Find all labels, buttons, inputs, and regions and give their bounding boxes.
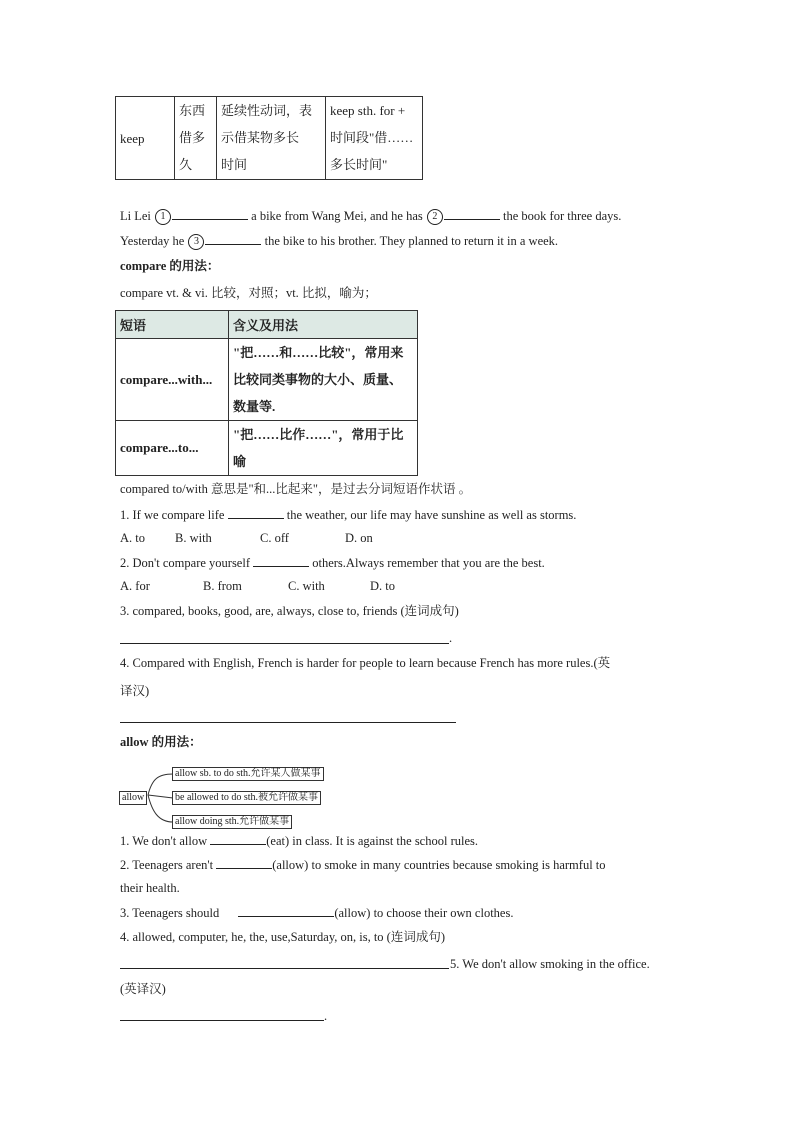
answer-line[interactable] (120, 643, 449, 644)
answer-blank[interactable] (238, 904, 334, 917)
option[interactable]: A. for (120, 579, 150, 593)
question-text: 2. Teenagers aren't (120, 858, 214, 872)
keep-table (115, 96, 423, 180)
compare-meaning (229, 339, 418, 421)
answer-line[interactable] (120, 968, 449, 969)
allow-q4: 4. allowed, computer, he, the, use,Saturday, on, is, to (连词成句) (120, 930, 446, 944)
compare-q1-options (120, 530, 373, 546)
keep-word: keep (116, 97, 175, 180)
question-text: 3. Teenagers should (120, 906, 220, 920)
blank-number: 2 (427, 209, 443, 225)
answer-blank[interactable] (210, 832, 266, 845)
keep-phrase-line: 多长时间" (330, 157, 388, 172)
compare-meaning-line: 喻 (233, 454, 247, 469)
answer-blank[interactable] (172, 207, 248, 220)
lilei-text: the bike to his brother. They planned to return it in a week. (264, 234, 559, 248)
option[interactable]: A. to (120, 531, 145, 545)
compare-q4-cont: 译汉) (120, 684, 150, 698)
answer-blank[interactable] (444, 207, 500, 220)
allow-center-box: allow (119, 791, 147, 805)
compare-note: compared to/with 意思是"和...比起来"，是过去分词短语作状语 。 (120, 482, 472, 496)
compare-phrase: compare...with... (116, 339, 229, 421)
option[interactable]: C. with (288, 579, 325, 593)
lilei-text: a bike from Wang Mei, and he has (251, 209, 423, 223)
blank-number: 3 (188, 234, 204, 250)
allow-q1 (120, 832, 478, 849)
compare-meaning-line: "把……和……比较"，常用来 (233, 345, 404, 360)
allow-q5: 5. We don't allow smoking in the office. (450, 957, 650, 971)
question-text: (eat) in class. It is against the school rules. (266, 834, 478, 848)
question-text: (allow) to choose their own clothes. (334, 906, 514, 920)
keep-meaning (175, 97, 217, 180)
lilei-text: Li Lei (120, 209, 151, 223)
allow-q5-cont: (英译汉) (120, 982, 166, 996)
keep-phrase (326, 97, 423, 180)
answer-line[interactable] (120, 1020, 324, 1021)
period: . (449, 631, 453, 645)
allow-q2 (120, 856, 606, 873)
question-text: others.Always remember that you are the best. (312, 556, 545, 570)
option[interactable]: D. on (345, 531, 373, 545)
compare-col-header: 短语 (116, 311, 229, 339)
keep-phrase-line: 时间段"借…… (330, 130, 414, 145)
keep-meaning-line: 东西 (179, 103, 206, 118)
allow-branch: allow sb. to do sth.允许某人做某事 (172, 767, 324, 781)
keep-meaning-line: 借多 (179, 130, 206, 145)
compare-q4: 4. Compared with English, French is harder for people to learn because French has more rules.(英 (120, 656, 611, 670)
allow-branch: be allowed to do sth.被允许做某事 (172, 791, 321, 805)
compare-phrase: compare...to... (116, 421, 229, 476)
lilei-text: the book for three days. (503, 209, 622, 223)
keep-usage-line: 延续性动词，表 (221, 103, 313, 118)
answer-blank[interactable] (253, 554, 309, 567)
allow-heading: allow 的用法： (120, 735, 202, 749)
compare-meaning (229, 421, 418, 476)
keep-phrase-line: keep sth. for + (330, 103, 406, 118)
keep-usage (217, 97, 326, 180)
lilei-line-2 (120, 232, 558, 250)
compare-q1 (120, 506, 576, 523)
lilei-text: Yesterday he (120, 234, 185, 248)
compare-definition: compare vt. & vi. 比较，对照；vt. 比拟，喻为； (120, 286, 377, 300)
answer-blank[interactable] (216, 856, 272, 869)
option[interactable]: C. off (260, 531, 289, 545)
compare-q2-options (120, 578, 395, 594)
compare-heading: compare 的用法： (120, 259, 220, 273)
allow-branch: allow doing sth.允许做某事 (172, 815, 292, 829)
blank-number: 1 (155, 209, 171, 225)
question-text: 2. Don't compare yourself (120, 556, 250, 570)
question-text: 1. We don't allow (120, 834, 208, 848)
compare-col-header: 含义及用法 (229, 311, 418, 339)
keep-usage-line: 示借某物多长 (221, 130, 300, 145)
period: . (324, 1009, 328, 1023)
question-text: 1. If we compare life (120, 508, 225, 522)
allow-q2-cont: their health. (120, 881, 180, 895)
compare-meaning-line: 数量等. (233, 399, 276, 414)
question-text: the weather, our life may have sunshine as well as storms. (286, 508, 577, 522)
compare-table (115, 310, 418, 476)
compare-meaning-line: "把……比作……"，常用于比 (233, 427, 404, 442)
keep-meaning-line: 久 (179, 157, 193, 172)
question-text: (allow) to smoke in many countries because smoking is harmful to (272, 858, 606, 872)
option[interactable]: B. from (203, 579, 242, 593)
compare-q3: 3. compared, books, good, are, always, close to, friends (连词成句) (120, 604, 459, 618)
keep-usage-line: 时间 (221, 157, 248, 172)
lilei-line-1 (120, 207, 621, 225)
answer-blank[interactable] (205, 232, 261, 245)
option[interactable]: B. with (175, 531, 212, 545)
compare-meaning-line: 比较同类事物的大小、质量、 (233, 372, 403, 387)
option[interactable]: D. to (370, 579, 395, 593)
compare-q2 (120, 554, 545, 571)
allow-q3 (120, 904, 513, 921)
answer-line[interactable] (120, 722, 456, 723)
answer-blank[interactable] (228, 506, 284, 519)
